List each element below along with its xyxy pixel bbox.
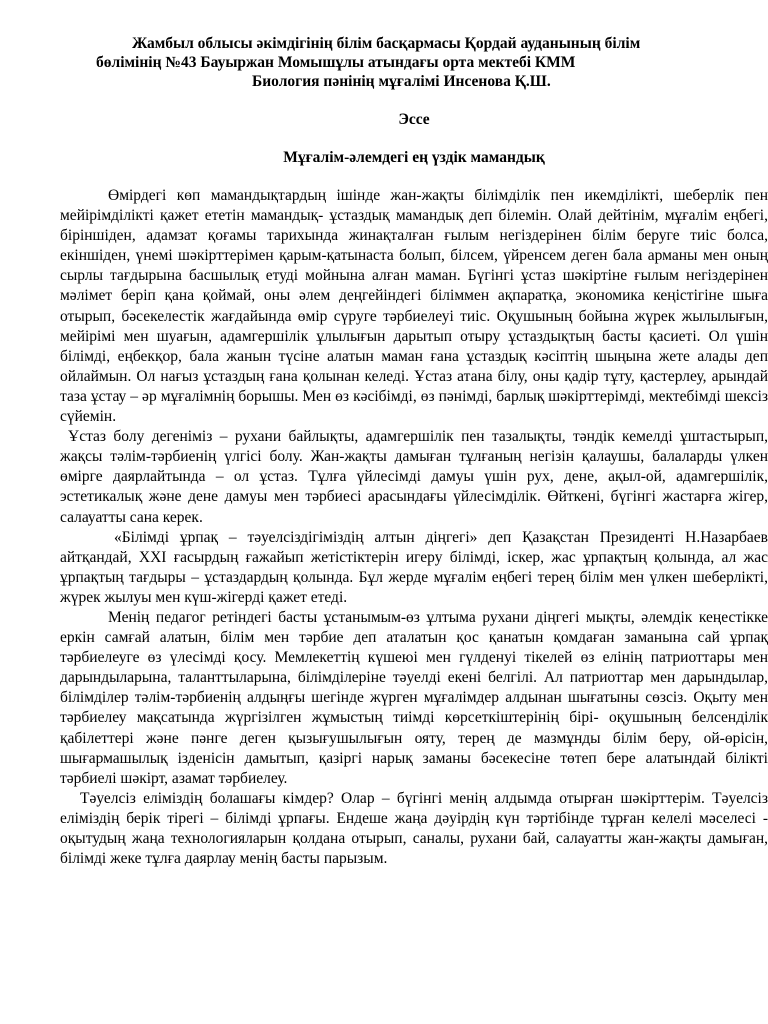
essay-title: Мұғалім-әлемдегі ең үздік мамандық <box>283 149 545 166</box>
paragraph: Өмірдегі көп мамандықтардың ішінде жан-жақты білімділік пен икемділікті, шеберлік пен мейірімділікті қажет ететін мамандық- ұстаздық мамандық деп білемін. Олай дейтінім, мұғалім еңбегі, біріншіден, адамзат қоғамы тарихында жинақталған ғылым негіздерінен білім беруге тиіс болса, екіншіден, үнемі шәкірттерімен қарым-қатынаста болып, білсем, үйренсем деген бала арманы мен оның сырлы тағдырына басшылық етуді мойнына алған маман. Бүгінгі ұстаз шәкіртіне ғылым негіздерінен мәлімет беріп қана қоймай, оны әлем деңгейіндегі біліммен ақпаратқа, экономика кеңістігіне шыға отырып, бәсекелестік жағдайында өмір сүруге тәрбиелеуі тиіс. Оқушының бойына жүрек жылылығын, мейірімі мен шуағын, адамгершілік ұлылығын дарытып отыру ұстаздықтың басты қасиеті. Ол үшін білімді, еңбекқор, бала жанын түсіне алатын маман ғана ұстаздық кәсіптің шыңына жете алады деп ойлаймын. Ол нағыз ұстаздың ғана қолынан келеді. Ұстаз атана білу, оны қадір тұту, қастерлеу, арындай таза ұстау – әр мұғалімнің борышы. Мен өз кәсібімді, өз пәнімді, барлық шәкірттерімді, мектебімді шексіз сүйемін. <box>60 187 768 426</box>
document-header <box>60 34 768 91</box>
paragraph: Менің педагог ретіндегі басты ұстанымым-өз ұлтыма рухани діңгегі мықты, әлемдік кеңестікке еркін самғай алатын, білім мен тәрбие деп аталатын қос қанатын қомдаған заманына сай ұрпақ тәрбиелеуге өз үлесімді қосу. Мемлекеттің күшеюі мен гүлденуі тікелей өз елінің патриоттары мен дарындыларына, таланттыларына, білімділеріне тәуелді екені белгілі. Ал патриоттар мен дарындылар, білімділер тәлім-тәрбиенің алдыңғы шегінде жүрген мұғалімдер алдынан шығатыны сөзсіз. Оқыту мен тәрбиелеу мақсатында жүргізілген жұмыстың тиімді көрсеткіштерінің бірі- оқушының белсенділік қабілеттері және пәнге деген қызығушылығын ояту, терең де мазмұнды білім беру, ой-өрісін, шығармашылық ізденісін дамытып, қазіргі нарық заманы бәсекесіне төтеп бере алатындай білікті тәрбиелі шәкірт, азамат тәрбиелеу. <box>60 608 768 787</box>
essay-label: Эссе <box>398 111 430 128</box>
paragraph: Ұстаз болу дегеніміз – рухани байлықты, адамгершілік пен тазалықты, тәндік кемелді ұштастырып, жақсы тәлім-тәрбиенің үлгісі болу. Жан-жақты дамыған тұлғаның негізін қалаушы, балаларды үлкен өмірге даярлайтында – ол ұстаз. Тұлға үйлесімді дамуы үшін рух, дене, ақыл-ой, адамгершілік, эстетикалық және дене дамуы мен тәрбиесі арасындағы үйлесімділік. Өйткені, бүгінгі жастарға жігер, салауатты сана керек. <box>60 428 768 526</box>
header-line-teacher: Биология пәнінің мұғалімі Инсенова Қ.Ш. <box>252 73 551 90</box>
essay-body <box>60 186 768 869</box>
document-page <box>60 34 768 869</box>
paragraph: «Білімді ұрпақ – тәуелсіздігіміздің алтын діңгегі» деп Қазақстан Президенті Н.Назарбаев айтқандай, ХХІ ғасырдың ғажайып жетістіктерін игеру білімді, іскер, жас ұрпақтың қолында, ал жас ұрпақтың тағдыры – ұстаздардың қолында. Бұл жерде мұғалім еңбегі терең білім мен үлкен шеберлікті, жүрек жылуы мен күш-жігерді қажет етеді. <box>60 528 768 606</box>
paragraph: Тәуелсіз еліміздің болашағы кімдер? Олар – бүгінгі менің алдымда отырған шәкірттерім. Тәуелсіз еліміздің берік тірегі – білімді ұрпағы. Ендеше жаңа дәуірдің күн тәртібінде тұрған келелі мәселесі - оқытудың жаңа технологияларын қолдана отырып, саналы, рухани бай, салауатты жан-жақты дамыған, білімді жеке тұлға даярлау менің басты парызым. <box>60 789 768 868</box>
header-line-school-name: бөлімінің №43 Бауыржан Момышұлы атындағы орта мектебі КММ <box>96 54 576 71</box>
header-line-school-region: Жамбыл облысы әкімдігінің білім басқармасы Қордай ауданының білім <box>132 35 641 52</box>
